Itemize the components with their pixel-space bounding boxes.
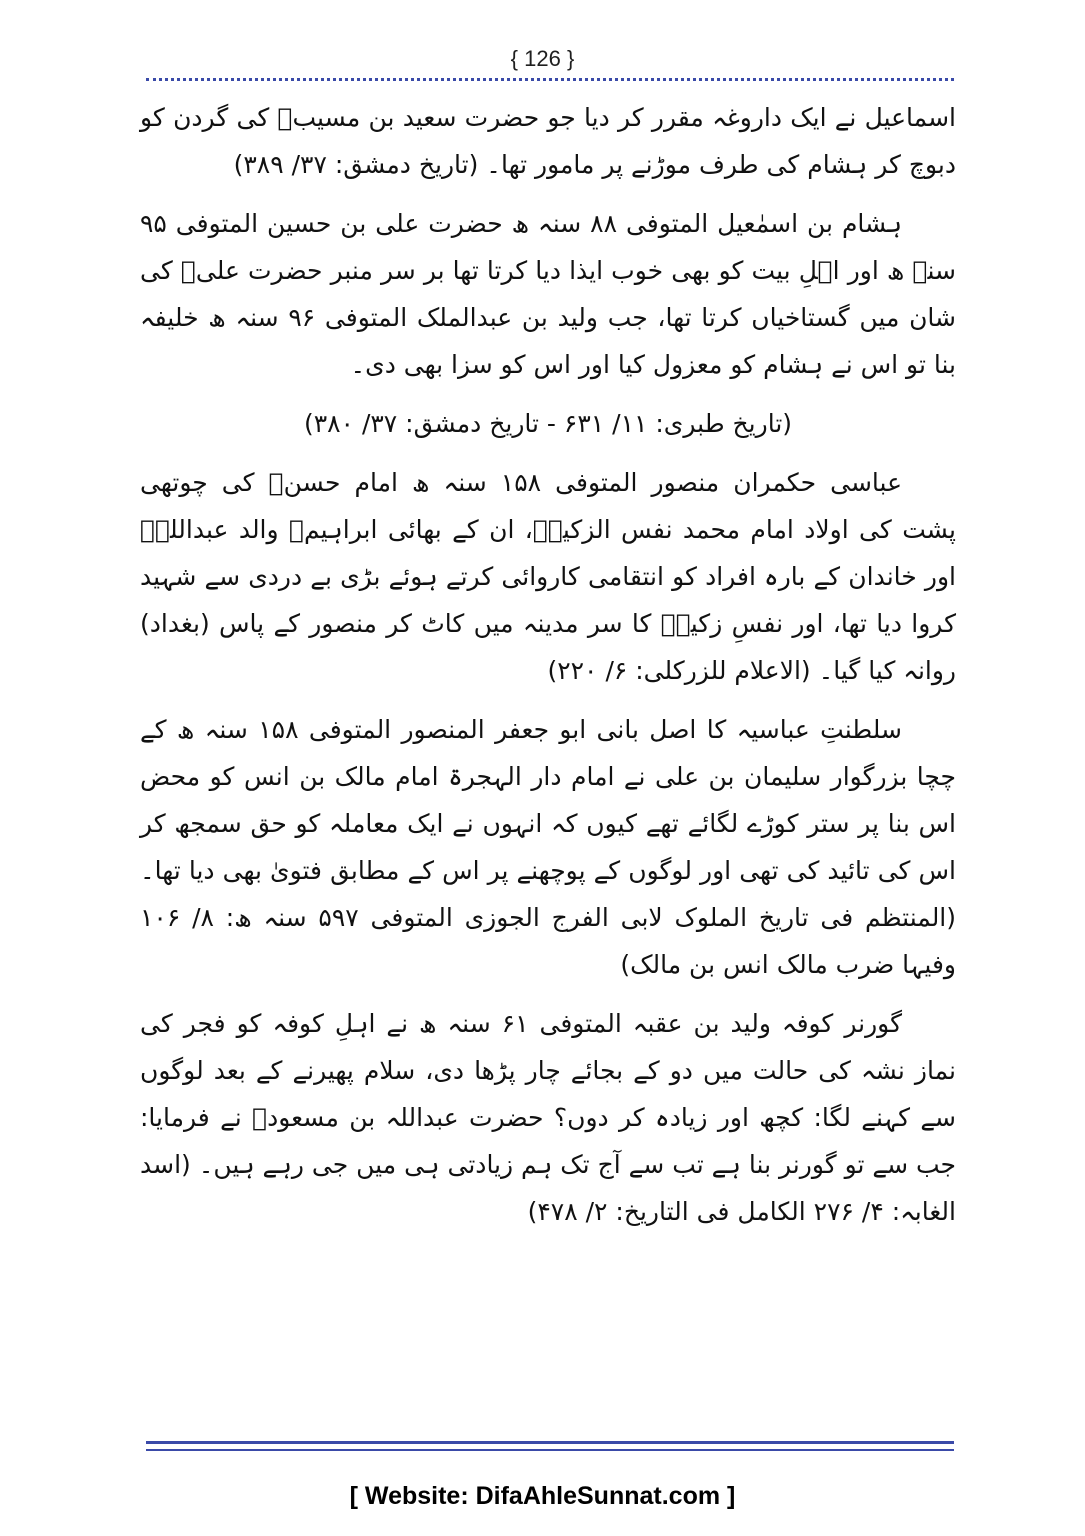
- page-body: [140, 94, 956, 1247]
- paragraph-walid: گورنر کوفہ ولید بن عقبہ المتوفی ۶۱ سنہ ھ نے اہلِ کوفہ کو فجر کی نماز نشہ کی حالت میں دو کے بجائے چار پڑھا دی، سلام پھیرنے کے بعد لوگوں سے کہنے لگا: کچھ اور زیادہ کر دوں؟ حضرت عبداللہ بن مسعودؓ نے فرمایا: جب سے تو گورنر بنا ہے تب سے آج تک ہم زیادتی ہی میں جی رہے ہیں۔ (اسد الغابہ: ۴/ ۲۷۶ الکامل فی التاریخ: ۲/ ۴۷۸): [140, 1009, 956, 1226]
- bottom-divider-thin: [146, 1449, 954, 1451]
- top-dotted-divider: [146, 78, 954, 81]
- paragraph-mansur: عباسی حکمران منصور المتوفی ۱۵۸ سنہ ھ امام حسنؓ کی چوتھی پشت کی اولاد امام محمد نفس الزکیہؒ، ان کے بھائی ابراہیمؒ والد عبداللہؒ اور خاندان کے بارہ افراد کو انتقامی کاروائی کرتے ہوئے بڑی بے دردی سے شہید کروا دیا تھا، اور نفسِ زکیہؒ کا سر مدینہ میں کاٹ کر منصور کے پاس (بغداد) روانہ کیا گیا۔ (الاعلام للزرکلی: ۶/ ۲۲۰): [140, 468, 956, 685]
- page-number: { 126 }: [510, 46, 575, 71]
- paragraph-continuation: اسماعیل نے ایک داروغہ مقرر کر دیا جو حضرت سعید بن مسیبؒ کی گردن کو دبوچ کر ہشام کی طرف موڑنے پر مامور تھا۔ (تاریخ دمشق: ۳۷/ ۳۸۹): [140, 103, 956, 179]
- paragraph-hisham: ہشام بن اسمٰعیل المتوفی ۸۸ سنہ ھ حضرت علی بن حسین المتوفی ۹۵ سنہ ھ اور اہلِ بیت کو بھی خوب ایذا دیا کرتا تھا بر سر منبر حضرت علیؓ کی شان میں گستاخیاں کرتا تھا، جب ولید بن عبدالملک المتوفی ۹۶ سنہ ھ خلیفہ بنا تو اس نے ہشام کو معزول کیا اور اس کو سزا بھی دی۔: [140, 209, 956, 379]
- paragraph-abbasid: سلطنتِ عباسیہ کا اصل بانی ابو جعفر المنصور المتوفی ۱۵۸ سنہ ھ کے چچا بزرگوار سلیمان بن علی نے امام دار الہجرۃ امام مالک بن انس کو محض اس بنا پر ستر کوڑے لگائے تھے کیوں کہ انہوں نے ایک معاملہ کو حق سمجھ کر اس کی تائید کی تھی اور لوگوں کے پوچھنے پر اس کے مطابق فتویٰ بھی دیا تھا۔ (المنتظم فی تاریخ الملوک لابی الفرج الجوزی المتوفی ۵۹۷ سنہ ھ: ۸/ ۱۰۶ وفیہا ضرب مالک انس بن مالک): [140, 715, 957, 979]
- bottom-divider-thick: [146, 1441, 954, 1444]
- website-footer: [ Website: DifaAhleSunnat.com ]: [349, 1482, 736, 1510]
- citation-line: (تاریخ طبری: ۱۱/ ۶۳۱ - تاریخ دمشق: ۳۷/ ۳۸۰): [303, 409, 793, 438]
